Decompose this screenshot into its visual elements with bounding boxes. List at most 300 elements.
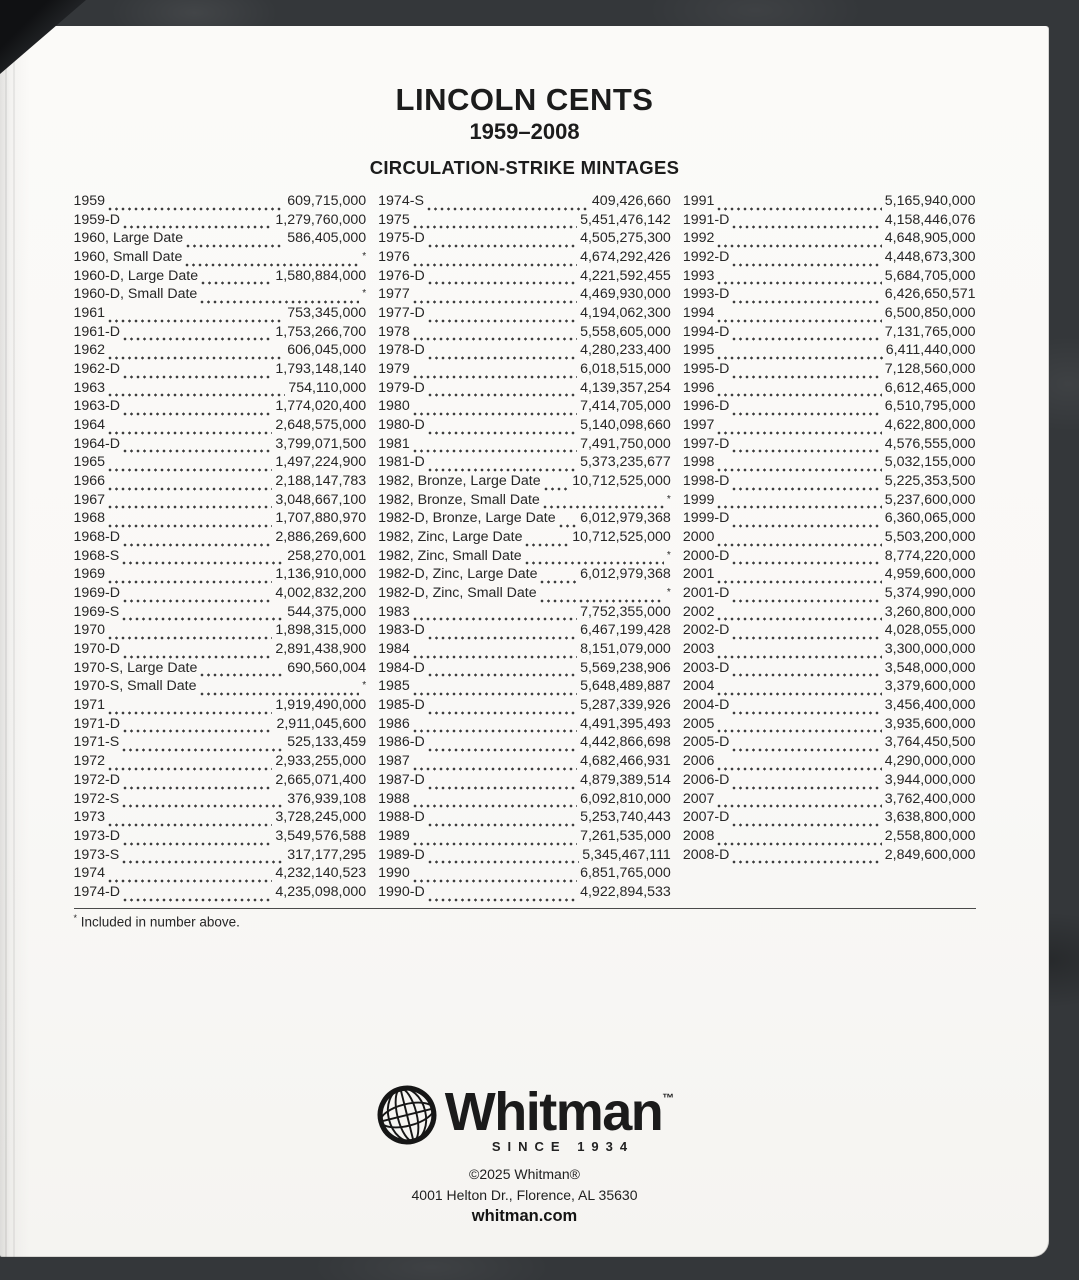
mintage-value: 5,225,353,500 [884,473,976,490]
mintage-value: 3,549,576,588 [275,827,367,844]
mintage-row [378,398,671,417]
footnote-text: Included in number above. [77,914,240,930]
mintage-value: 6,612,465,000 [884,379,976,396]
dot-leader [525,542,569,548]
dot-leader [108,430,272,436]
dot-leader [123,897,272,903]
mintage-year-label: 1969-D [73,585,121,602]
dot-leader [732,299,881,305]
mintage-value: 4,469,930,000 [580,286,671,303]
dot-leader [108,206,284,212]
mintage-year-label: 1971-S [73,734,120,751]
mintage-year-label: 1994-D [682,323,730,340]
mintage-value: 2,933,255,000 [275,753,367,770]
mintage-row [74,417,367,436]
mintage-value: 5,684,705,000 [884,267,976,284]
mintage-value: 4,235,098,000 [275,883,367,900]
mintage-row [74,566,367,585]
dot-leader [717,467,881,473]
mintage-value: 4,002,832,200 [275,585,367,602]
mintage-row [74,510,367,529]
mintage-value: 6,360,065,000 [884,510,976,527]
mintage-year-label: 1978 [378,323,410,340]
mintage-row [683,791,976,810]
mintage-row [378,865,671,884]
mintage-value: 7,261,535,000 [580,827,671,844]
mintage-year-label: 1972-S [73,790,120,807]
mintage-row [74,529,367,548]
mintage-year-label: 1968 [73,510,106,527]
mintage-year-label: 1962-D [73,361,121,378]
mintage-value: 3,638,800,000 [884,809,976,826]
mintage-value: 2,648,575,000 [275,417,367,434]
mintage-row [378,529,671,548]
mintage-year-label: 1967 [73,491,106,508]
mintage-year-label: 1997-D [682,435,730,452]
mintage-value: 5,503,200,000 [884,529,976,546]
dot-leader [108,579,272,585]
dot-leader [122,859,284,865]
mintage-year-label: 1984-D [378,659,425,676]
dot-leader [122,747,284,753]
mintage-row [683,604,976,623]
mintage-year-label: 1995-D [682,361,730,378]
dot-leader [717,542,881,548]
dot-leader [123,374,272,380]
mintage-year-label: 1998 [682,454,715,471]
mintage-row [74,193,367,212]
mintage-value: 5,237,600,000 [884,491,976,508]
mintage-year-label: 1970-S, Large Date [73,659,198,676]
dot-leader [717,841,881,847]
mintage-row [683,473,976,492]
footnote-divider [74,908,976,909]
mintage-row [378,791,671,810]
mintage-value: 4,648,905,000 [884,230,976,247]
brand-wordmark: Whitman™ [444,1082,675,1142]
mintage-year-label: 1971 [73,697,106,714]
dot-leader [717,206,881,212]
dot-leader [732,523,881,529]
mintage-year-label: 1978-D [378,342,425,359]
mintage-row [74,548,367,567]
mintage-row [378,847,671,866]
mintage-row [74,305,367,324]
mintage-value: 544,375,000 [287,603,367,620]
mintage-year-label: 1994 [682,305,715,322]
dot-leader [428,243,577,249]
mintage-year-label: 1989-D [378,846,425,863]
dot-leader [717,654,881,660]
mintage-row [74,249,367,268]
dot-leader [544,486,570,492]
dot-leader [732,486,881,492]
mintage-value: 1,707,880,970 [275,510,367,527]
dot-leader [732,672,881,678]
dot-leader [732,635,881,641]
mintage-row [683,230,976,249]
mintage-row [74,753,367,772]
mintage-value: 8,774,220,000 [884,547,976,564]
mintage-value: 3,935,600,000 [884,715,976,732]
dot-leader [717,691,881,697]
mintage-value: 3,379,600,000 [884,678,976,695]
dot-leader [717,280,881,286]
mintage-year-label: 1960, Small Date [73,249,183,266]
mintage-value: 5,569,238,906 [580,659,671,676]
mintage-year-label: 1968-D [73,529,121,546]
mintage-value: 5,287,339,926 [580,697,671,714]
mintage-value: 2,886,269,600 [275,529,367,546]
mintage-year-label: 1988 [378,790,410,807]
section-heading: CIRCULATION-STRIKE MINTAGES [369,157,680,178]
dot-leader [413,374,577,380]
mintage-year-label: 1986-D [378,734,425,751]
mintage-year-label: 2000-D [682,547,730,564]
mintage-row [378,548,671,567]
mintage-value: 7,128,560,000 [884,361,976,378]
mintage-year-label: 1980-D [378,417,425,434]
dot-leader [108,504,272,510]
dot-leader [108,523,272,529]
mintage-row [74,828,367,847]
mintage-value: 7,491,750,000 [580,435,671,452]
mintage-row [378,380,671,399]
mintage-value: 4,448,673,300 [884,249,976,266]
mintage-year-label: 2004-D [682,697,730,714]
mintage-value: 6,012,979,368 [580,566,671,583]
mintage-row [74,436,367,455]
mintage-row [378,230,671,249]
dot-leader [428,672,577,678]
mintage-row [378,753,671,772]
mintage-year-label: 1964-D [73,435,121,452]
mintage-value: 258,270,001 [287,547,367,564]
mintage-value: 5,165,940,000 [884,193,976,209]
mintage-row [683,529,976,548]
copyright-address [0,1164,1049,1206]
dot-leader [428,318,577,324]
dot-leader [428,822,577,828]
mintage-value: 409,426,660 [591,193,671,209]
trademark-symbol: ™ [662,1091,675,1105]
dot-leader [732,785,881,791]
mintage-row [683,641,976,660]
dot-leader [122,560,284,566]
mintage-year-label: 1981 [378,435,410,452]
mintage-year-label: 2002 [682,603,715,620]
mintage-row [683,342,976,361]
dot-leader [732,560,881,566]
mintage-year-label: 1997 [682,417,715,434]
mintage-row [378,193,671,212]
dot-leader [732,374,881,380]
mintage-year-label: 1963-D [73,398,121,415]
mintage-year-label: 2006-D [682,771,730,788]
mintage-row [74,454,367,473]
mintage-row [683,622,976,641]
mintage-value: 3,728,245,000 [275,809,367,826]
mintage-row [378,585,671,604]
mintage-year-label: 1965 [73,454,106,471]
address-line: 4001 Helton Dr., Florence, AL 35630 [411,1187,638,1203]
mintage-year-label: 1983-D [378,622,425,639]
footnote-asterisk: * [73,912,78,923]
mintage-year-label: 1973 [73,809,106,826]
mintage-year-label: 1972 [73,753,106,770]
mintage-row [378,884,671,903]
mintage-row [74,324,367,343]
mintage-year-label: 1982, Zinc, Small Date [378,547,522,564]
website-url: whitman.com [471,1207,578,1225]
mintage-asterisk: * [666,587,671,599]
mintage-value: 1,279,760,000 [275,211,367,228]
mintage-row [74,398,367,417]
mintage-row [683,772,976,791]
mintage-value: 4,194,062,300 [580,305,671,322]
mintage-value: 6,467,199,428 [580,622,671,639]
mintage-year-label: 1996 [682,379,715,396]
mintage-year-label: 1982, Zinc, Large Date [378,529,523,546]
page-header [0,26,1049,179]
mintage-year-label: 1993-D [682,286,730,303]
mintage-row [378,324,671,343]
mintage-year-label: 1960, Large Date [73,230,184,247]
mintage-row [683,510,976,529]
mintage-value: 4,158,446,076 [884,211,976,228]
dot-leader [122,616,284,622]
mintage-value: 4,221,592,455 [580,267,671,284]
mintage-value: 5,032,155,000 [884,454,976,471]
mintage-column-2 [378,193,671,903]
mintage-value: 5,345,467,111 [582,846,671,863]
mintage-value: 10,712,525,000 [572,529,671,546]
mintage-value: 4,280,233,400 [580,342,671,359]
mintage-row [74,697,367,716]
mintage-value: 4,028,055,000 [884,622,976,639]
dot-leader [108,486,272,492]
mintage-value: 6,851,765,000 [580,865,671,882]
dot-leader [413,224,577,230]
mintage-row [74,847,367,866]
mintage-year-label: 1969 [73,566,106,583]
dot-leader [732,822,881,828]
mintage-year-label: 1989 [378,827,410,844]
dot-leader [717,243,881,249]
mintage-row [74,641,367,660]
mintage-value: 3,944,000,000 [884,771,976,788]
dot-leader [428,747,577,753]
mintage-year-label: 2008 [682,827,715,844]
mintage-row [378,249,671,268]
mintage-year-label: 1959-D [73,211,121,228]
mintage-value: 5,648,489,887 [580,678,671,695]
dot-leader [717,579,881,585]
dot-leader [108,710,272,716]
dot-leader [717,318,881,324]
mintage-year-label: 1977-D [378,305,425,322]
mintage-value: 2,849,600,000 [884,846,976,863]
mintage-row [74,212,367,231]
mintage-value: 376,939,108 [287,790,367,807]
dot-leader [732,262,881,268]
dot-leader [428,280,577,286]
mintage-year-label: 1982-D, Zinc, Large Date [378,566,538,583]
mintage-year-label: 1982, Bronze, Small Date [378,491,540,508]
mintage-row [683,324,976,343]
mintage-year-label: 1984 [378,641,410,658]
mintage-row [74,884,367,903]
dot-leader [717,803,881,809]
dot-leader [413,299,577,305]
mintage-row [683,417,976,436]
mintage-row [74,622,367,641]
mintage-year-label: 1969-S [73,603,120,620]
mintage-year-label: 1991 [682,193,715,209]
mintage-year-label: 1974-D [73,883,121,900]
mintage-year-label: 1987-D [378,771,425,788]
mintage-row [74,473,367,492]
mintage-year-label: 1961 [73,305,106,322]
mintage-year-label: 1990-D [378,883,425,900]
mintage-asterisk: * [362,288,367,300]
dot-leader [717,392,881,398]
mintage-value: 4,491,395,493 [580,715,671,732]
mintage-row [378,492,671,511]
mintage-row [74,716,367,735]
mintage-value: 4,879,389,514 [580,771,671,788]
mintage-value: 4,505,275,300 [580,230,671,247]
dot-leader [200,672,284,678]
mintage-row [683,249,976,268]
mintage-year-label: 1988-D [378,809,425,826]
footnote [74,913,976,930]
mintage-value: 6,411,440,000 [885,342,976,359]
mintage-value: 2,665,071,400 [275,771,367,788]
mintage-value: 3,764,450,500 [884,734,976,751]
dot-leader [122,803,284,809]
mintage-value: 7,131,765,000 [884,323,976,340]
mintage-year-label: 1982, Bronze, Large Date [378,473,541,490]
mintage-row [378,828,671,847]
mintage-asterisk: * [666,549,671,561]
mintage-year-label: 1983 [378,603,410,620]
mintage-value: 1,774,020,400 [275,398,367,415]
mintage-row [74,734,367,753]
mintage-year-label: 2002-D [682,622,730,639]
dot-leader [428,859,580,865]
mintage-value: 1,497,224,900 [275,454,367,471]
dot-leader [413,803,577,809]
mintage-year-label: 2007-D [682,809,730,826]
dot-leader [123,598,272,604]
mintage-year-label: 1975-D [378,230,425,247]
mintage-row [683,286,976,305]
dot-leader [428,710,577,716]
mintage-row [378,678,671,697]
mintage-year-label: 1973-S [73,846,120,863]
mintage-year-label: 1974-S [378,193,424,209]
mintage-row [378,604,671,623]
mintage-value: 5,373,235,677 [580,454,671,471]
mintage-year-label: 1968-S [73,547,120,564]
mintage-year-label: 1996-D [682,398,730,415]
mintage-row [683,305,976,324]
page-title: LINCOLN CENTS [395,82,654,117]
mintage-value: 586,405,000 [287,230,367,247]
dot-leader [123,728,273,734]
brand-tagline: SINCE 1934 [491,1139,635,1154]
mintage-row [683,734,976,753]
dot-leader [108,467,272,473]
mintage-value: 2,891,438,900 [275,641,367,658]
mintage-row [378,454,671,473]
mintage-value: 4,139,357,254 [580,379,671,396]
mintage-row [683,492,976,511]
dot-leader [717,766,881,772]
mintage-year-label: 1966 [73,473,106,490]
mintage-value: 4,290,000,000 [884,753,976,770]
mintage-value: 5,253,740,443 [580,809,671,826]
dot-leader [413,262,577,268]
mintage-year-label: 2005-D [682,734,730,751]
mintage-year-label: 2001 [682,566,715,583]
mintage-year-label: 2000 [682,529,715,546]
mintage-row [378,473,671,492]
mintage-year-label: 1995 [682,342,715,359]
mintage-value: 4,576,555,000 [884,435,976,452]
mintage-year-label: 1992-D [682,249,730,266]
mintage-row [74,772,367,791]
mintage-year-label: 2008-D [682,846,730,863]
mintage-value: 4,674,292,426 [580,249,671,266]
mintage-year-label: 1960-D, Small Date [73,286,198,303]
dot-leader [108,318,284,324]
dot-leader [413,448,577,454]
mintage-value: 6,092,810,000 [580,790,671,807]
mintage-row [74,660,367,679]
mintage-row [74,585,367,604]
mintage-table [74,193,976,903]
mintage-row [378,212,671,231]
dot-leader [428,392,577,398]
mintage-year-label: 2007 [682,790,715,807]
mintage-value: 6,500,850,000 [884,305,976,322]
dot-leader [413,766,577,772]
dot-leader [732,411,881,417]
mintage-row [378,697,671,716]
mintage-value: 2,911,045,600 [276,715,367,732]
mintage-value: 4,622,800,000 [884,417,976,434]
dot-leader [427,206,589,212]
mintage-value: 3,799,071,500 [275,435,367,452]
mintage-row [378,641,671,660]
mintage-year-label: 1962 [73,342,106,359]
mintage-year-label: 2003-D [682,659,730,676]
mintage-column-3 [683,193,976,865]
dot-leader [428,897,577,903]
mintage-value: 3,456,400,000 [884,697,976,714]
dot-leader [108,635,272,641]
dot-leader [732,710,881,716]
mintage-row [74,791,367,810]
mintage-row [683,697,976,716]
mintage-year-label: 1977 [378,286,410,303]
mintage-asterisk: * [362,680,367,692]
mintage-row [74,361,367,380]
mintage-year-label: 1998-D [682,473,730,490]
dot-leader [413,691,577,697]
